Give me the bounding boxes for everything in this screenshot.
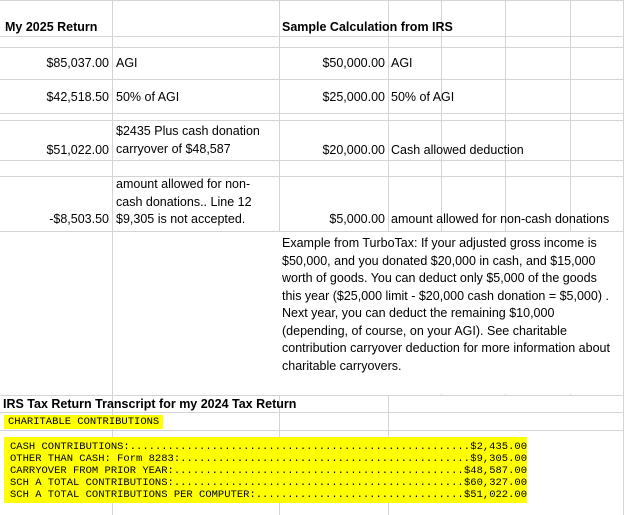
gridline [0,176,624,177]
turbotax-example: Example from TurboTax: If your adjusted gross income is $50,000, and you donated $20,000 in cash, and $15,000 worth of goods. You can deduct only $5,000 of the goods this year ($25,000 limit - $20,000 cash donation = $5,000) . Next year, you can deduct the remaining $10,000 (depending, of course, on your AGI). See charitable contribution carryover deduction for more information about charitable carryovers. [280,232,615,394]
left-half-agi-value: $42,518.50 [46,90,109,104]
left-cash-allowed-value: $51,022.00 [46,143,109,157]
gridline [0,430,624,431]
right-half-agi-value: $25,000.00 [322,90,385,104]
gridline [0,79,624,80]
transcript-line-total-computer [10,489,527,501]
transcript-line-label: SCH A TOTAL CONTRIBUTIONS PER COMPUTER: ..... [10,489,464,501]
transcript-section-label: CHARITABLE CONTRIBUTIONS [4,415,163,429]
transcript-line-total [10,477,527,489]
transcript-line-cash [10,441,527,453]
transcript-line-label: CASH CONTRIBUTIONS: ..... [10,441,470,453]
right-noncash-label: amount allowed for non-cash donations [391,212,610,226]
gridline [0,412,624,413]
left-agi-label: AGI [116,56,138,70]
gridline [112,0,113,395]
transcript-line-label: SCH A TOTAL CONTRIBUTIONS: ..... [10,477,464,489]
gridline [0,120,624,121]
gridline [0,47,624,48]
right-cash-allowed-label: Cash allowed deduction [391,143,524,157]
transcript-line-value: $2,435.00 [470,441,527,453]
left-noncash-value: -$8,503.50 [49,212,109,226]
transcript-block [4,437,527,503]
right-agi-label: AGI [391,56,413,70]
right-header: Sample Calculation from IRS [282,20,453,34]
gridline [0,113,624,114]
transcript-line-label: OTHER THAN CASH: Form 8283: ..... [10,453,470,465]
transcript-line-value: $60,327.00 [463,477,527,489]
transcript-line-value: $9,305.00 [470,453,527,465]
transcript-title: IRS Tax Return Transcript for my 2024 Tax Return [3,397,297,411]
right-noncash-value: $5,000.00 [329,212,385,226]
left-cash-allowed-label: $2435 Plus cash donation carryover of $48,587 [116,124,260,156]
gridline [0,0,624,1]
left-noncash-label: amount allowed for non-cash donations.. Line 12 $9,305 is not accepted. [116,177,252,226]
gridline [0,36,624,37]
gridline [279,0,280,231]
transcript-line-label: CARRYOVER FROM PRIOR YEAR: ..... [10,465,464,477]
right-cash-allowed-value: $20,000.00 [322,143,385,157]
left-half-agi-label: 50% of AGI [116,90,180,104]
transcript-line-value: $48,587.00 [463,465,527,477]
transcript-line-noncash [10,453,527,465]
gridline [0,160,624,161]
transcript-line-carryover [10,465,527,477]
right-half-agi-label: 50% of AGI [391,90,455,104]
transcript-line-value: $51,022.00 [463,489,527,501]
left-header: My 2025 Return [5,20,98,34]
right-agi-value: $50,000.00 [322,56,385,70]
left-agi-value: $85,037.00 [46,56,109,70]
